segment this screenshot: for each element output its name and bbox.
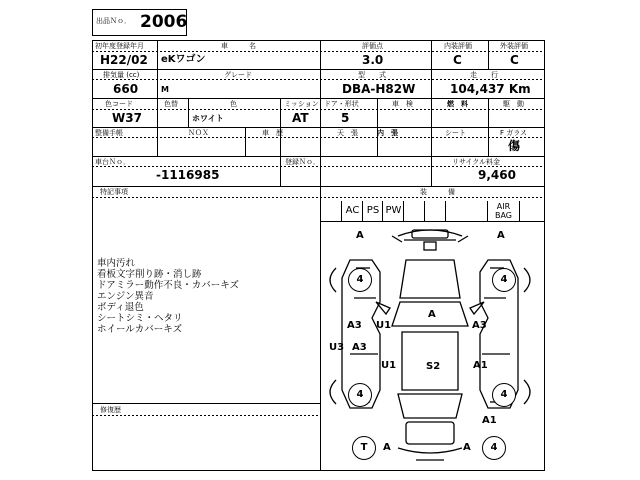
front-glass-value: 傷 xyxy=(508,139,521,153)
mark-rear-fender-right: 4 xyxy=(492,383,516,407)
remarks-list xyxy=(97,258,239,335)
mark-front-right: A xyxy=(497,230,505,241)
drive-label: 駆 動 xyxy=(503,100,524,108)
remarks-label: 特記事項 xyxy=(100,188,128,196)
seat-label: シート xyxy=(445,129,466,137)
model-type-value: DBA-H82W xyxy=(342,82,416,96)
remark-item: ホイールカバーキズ xyxy=(97,324,183,335)
door-shape-label: ドア・形状 xyxy=(324,100,359,108)
fuel-label: 燃 料 xyxy=(447,100,468,108)
mark-hood: A xyxy=(428,309,436,320)
equipment-label: 装 備 xyxy=(420,188,455,196)
registration-number-label: 登録Ｎｏ． xyxy=(285,158,320,166)
mark-rear-circle: 4 xyxy=(482,436,506,460)
mark-front-left: A xyxy=(356,230,364,241)
remark-item: ボディ退色 xyxy=(97,302,144,313)
mark-fender-left: 4 xyxy=(348,268,372,292)
equipment-airbag: AIR BAG xyxy=(487,201,520,221)
mark-left-front-door-u1: U1 xyxy=(376,320,392,331)
mileage-label: 走 行 xyxy=(470,71,498,79)
interior-lining-label: 内 張 xyxy=(377,129,398,137)
mark-right-rear-door-a1: A1 xyxy=(473,360,488,371)
mark-rear-fender-left: 4 xyxy=(348,383,372,407)
displacement-value: 660 xyxy=(113,82,139,96)
auction-number-value: 2006 xyxy=(140,12,188,32)
grade-label: グレード xyxy=(224,71,252,79)
mark-rear-bumper-left: A xyxy=(383,442,391,453)
exterior-grade-value: C xyxy=(510,53,519,67)
vehicle-inspection-label: 車 検 xyxy=(392,100,413,108)
color-label: 色 xyxy=(230,100,237,108)
mark-tailgate-a1: A1 xyxy=(482,415,497,426)
first-registration-value: H22/02 xyxy=(100,53,148,67)
equipment-ac: AC xyxy=(341,201,363,221)
remark-item: エンジン異音 xyxy=(97,291,154,302)
exterior-grade-label: 外装評価 xyxy=(500,42,528,50)
mark-left-front-door-a3: A3 xyxy=(347,320,362,331)
color-code-value: W37 xyxy=(112,111,142,125)
remark-item: 看板文字削り跡・消し跡 xyxy=(97,269,202,280)
mark-fender-right: 4 xyxy=(492,268,516,292)
mission-label: ミッション xyxy=(284,100,319,108)
equipment-ps: PS xyxy=(362,201,383,221)
recycle-fee-value: 9,460 xyxy=(478,168,516,182)
vehicle-history-label: 車 歴 xyxy=(262,129,283,137)
interior-grade-label: 内装評価 xyxy=(444,42,472,50)
equipment-slot xyxy=(424,201,446,221)
grade-value: M xyxy=(161,85,169,94)
first-registration-label: 初年度登録年月 xyxy=(95,42,144,50)
mark-rear-tire: T xyxy=(352,436,376,460)
displacement-label: 排気量 (cc) xyxy=(103,71,140,79)
nox-label: ＮＯＸ xyxy=(188,129,209,137)
mileage-value: 104,437 Km xyxy=(450,82,531,96)
mark-rear-bumper-right: A xyxy=(463,442,471,453)
remark-item: 車内汚れ xyxy=(97,258,136,269)
equipment-slot xyxy=(445,201,488,221)
chassis-number-label: 車台Ｎｏ． xyxy=(95,158,130,166)
auction-number-label: 出品Ｎｏ． xyxy=(96,17,131,25)
color-change-label: 色替 xyxy=(164,100,178,108)
equipment-slot xyxy=(403,201,425,221)
mark-roof-s2: S2 xyxy=(426,361,441,372)
model-name-label: 車 名 xyxy=(221,42,256,50)
headliner-label: 天 張 xyxy=(337,129,358,137)
door-count-value: 5 xyxy=(341,111,350,125)
color-value: ホワイト xyxy=(192,114,224,123)
color-code-label: 色コード xyxy=(105,100,133,108)
remark-item: ドアミラー動作不良・カバーキズ xyxy=(97,280,240,291)
interior-grade-value: C xyxy=(453,53,462,67)
model-name-value: eKワゴン xyxy=(161,54,206,65)
model-type-label: 型 式 xyxy=(358,71,386,79)
chassis-number-value: -1116985 xyxy=(156,168,220,182)
mission-value: AT xyxy=(292,111,309,125)
equipment-pw: PW xyxy=(382,201,404,221)
score-value: 3.0 xyxy=(362,53,384,67)
recycle-fee-label: リサイクル料金 xyxy=(452,158,501,166)
repair-history-label: 修復歴 xyxy=(100,406,121,414)
mark-left-rear-door-u1: U1 xyxy=(381,360,397,371)
score-label: 評価点 xyxy=(362,42,383,50)
mark-left-sill-u3: U3 xyxy=(329,342,345,353)
front-glass-label: F ガラス xyxy=(500,129,528,137)
maintenance-record-label: 整備手帳 xyxy=(95,129,123,137)
remark-item: シートシミ・ヘタリ xyxy=(97,313,183,324)
mark-left-sill-a3: A3 xyxy=(352,342,367,353)
mark-right-front-door-a3: A3 xyxy=(472,320,487,331)
